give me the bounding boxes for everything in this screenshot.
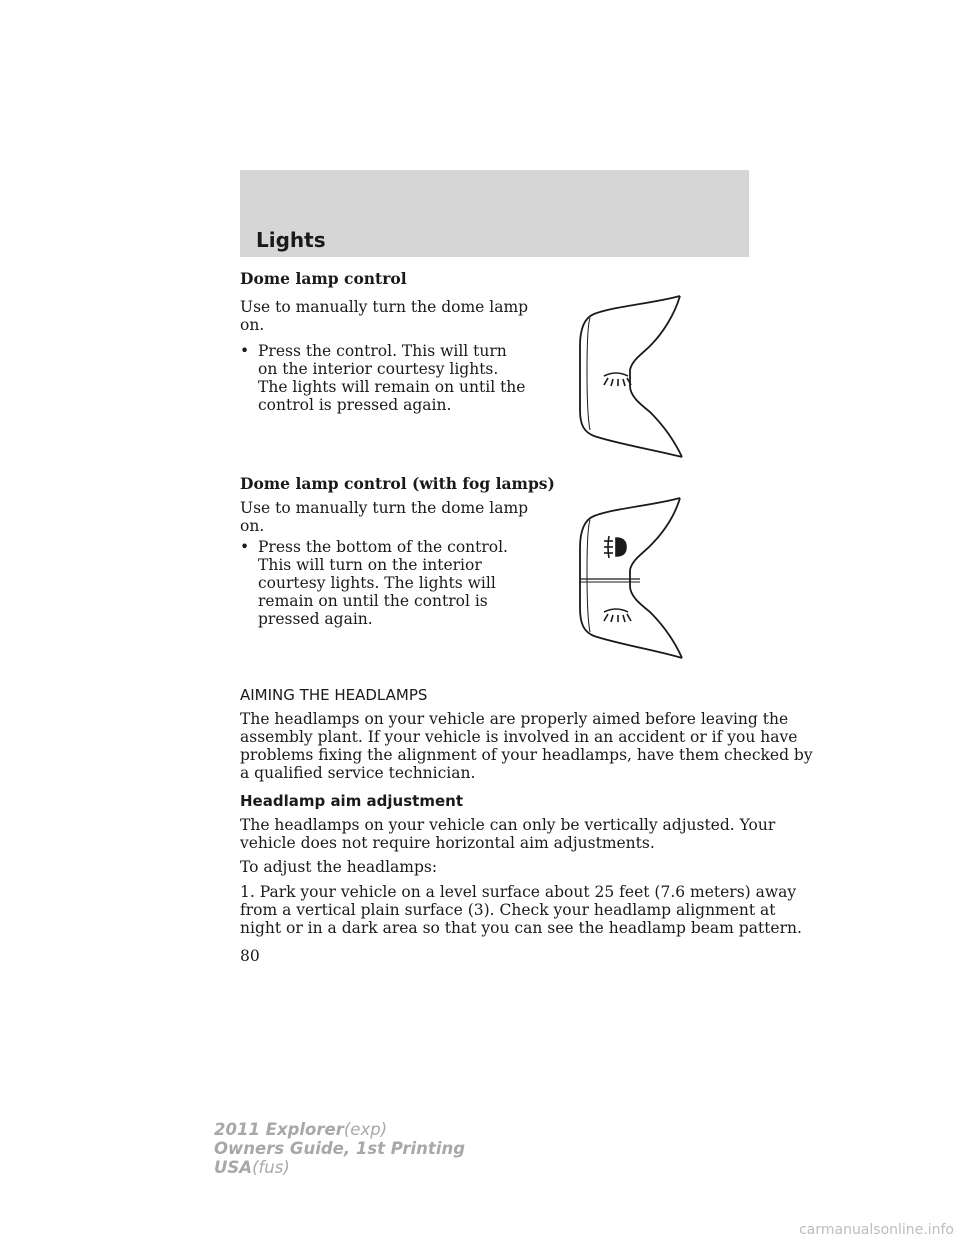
dome-intro-line-1: Use to manually turn the dome lamp xyxy=(240,298,529,316)
dome-lamp-heading: Dome lamp control xyxy=(240,269,407,288)
dome-bullet-line-2: on the interior courtesy lights. xyxy=(258,360,499,378)
aiming-paragraph-line-1: The headlamps on your vehicle are properly aimed before leaving the xyxy=(240,710,789,728)
footer-market: USA xyxy=(214,1158,253,1177)
dome-fog-heading: Dome lamp control (with fog lamps) xyxy=(240,474,555,493)
footer-edition: Owners Guide, 1st Printing xyxy=(214,1139,466,1158)
step-1-line-3: night or in a dark area so that you can see the headlamp beam pattern. xyxy=(240,919,802,937)
dome-fog-bullet-line-2: This will turn on the interior xyxy=(258,556,482,574)
aiming-paragraph-line-2: assembly plant. If your vehicle is involved in an accident or if you have xyxy=(240,728,798,746)
bullet-marker: • xyxy=(240,342,250,360)
dome-fog-bullet-line-1: Press the bottom of the control. xyxy=(258,538,508,556)
aiming-paragraph-line-3: problems fixing the alignment of your headlamps, have them checked by xyxy=(240,746,813,764)
adjust-paragraph-line-2: vehicle does not require horizontal aim adjustments. xyxy=(240,834,655,852)
watermark: carmanualsonline.info xyxy=(799,1222,954,1238)
dome-bullet-line-1: Press the control. This will turn xyxy=(258,342,507,360)
dome-intro-line-2: on. xyxy=(240,316,265,334)
aim-adjustment-heading: Headlamp aim adjustment xyxy=(240,792,463,810)
bullet-marker: • xyxy=(240,538,250,556)
dome-lamp-control-illustration xyxy=(570,290,695,465)
footer-market-code: (fus) xyxy=(252,1158,290,1177)
dome-fog-intro-line-1: Use to manually turn the dome lamp xyxy=(240,499,529,517)
section-title: Lights xyxy=(256,228,326,252)
page-number: 80 xyxy=(240,947,260,965)
footer-model: 2011 Explorer xyxy=(214,1120,344,1139)
dome-lamp-icon xyxy=(604,609,631,622)
dome-lamp-icon xyxy=(604,373,631,386)
aiming-headlamps-heading: AIMING THE HEADLAMPS xyxy=(240,686,428,704)
dome-bullet-line-4: control is pressed again. xyxy=(258,396,452,414)
step-1-line-2: from a vertical plain surface (3). Check your headlamp alignment at xyxy=(240,901,776,919)
adjust-paragraph-line-1: The headlamps on your vehicle can only be vertically adjusted. Your xyxy=(240,816,776,834)
adjust-lead: To adjust the headlamps: xyxy=(240,858,438,876)
dome-fog-bullet-line-3: courtesy lights. The lights will xyxy=(258,574,496,592)
dome-fog-bullet-line-4: remain on until the control is xyxy=(258,592,488,610)
footer-imprint xyxy=(214,1120,465,1177)
dome-fog-lamp-control-illustration xyxy=(570,492,695,664)
step-1-line-1: 1. Park your vehicle on a level surface about 25 feet (7.6 meters) away xyxy=(240,883,797,901)
dome-fog-bullet-line-5: pressed again. xyxy=(258,610,373,628)
aiming-paragraph-line-4: a qualified service technician. xyxy=(240,764,476,782)
dome-fog-intro-line-2: on. xyxy=(240,517,265,535)
dome-bullet-line-3: The lights will remain on until the xyxy=(258,378,526,396)
footer-model-code: (exp) xyxy=(343,1120,388,1139)
fog-lamp-icon xyxy=(604,536,626,558)
